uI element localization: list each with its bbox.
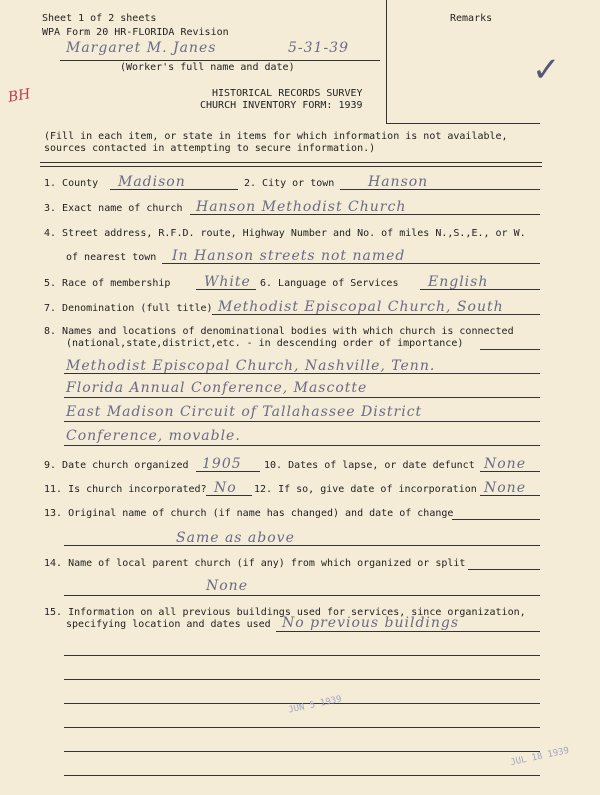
form-number: WPA Form 20 HR-FLORIDA Revision [42,27,229,38]
q10-label: 10. Dates of lapse, or date defunct [264,460,475,471]
q15-line-6 [64,775,540,776]
q5-answer: White [204,274,251,290]
separator-rule-1 [40,162,542,163]
q15-line-4 [64,727,540,728]
check-mark-icon: ✓ [532,50,562,90]
corner-date-stamp: JUL 18 1939 [509,745,570,769]
title-line-1: HISTORICAL RECORDS SURVEY [212,88,363,99]
q8-line-2 [64,397,540,398]
q1-answer: Madison [118,174,186,190]
red-initials-mark: BH [6,86,32,106]
instructions-line-1: (Fill in each item, or state in items for which information is not available, [44,131,508,142]
q11-answer: No [214,480,237,496]
worker-caption: (Worker's full name and date) [120,62,295,73]
q7-answer: Methodist Episcopal Church, South [218,299,504,315]
remarks-label: Remarks [450,13,493,24]
q10-line [480,471,540,472]
instructions-line-2: sources contacted in attempting to secure information.) [44,143,376,154]
q4-label-1: 4. Street address, R.F.D. route, Highway Number and No. of miles N.,S.,E., or W. [44,228,526,239]
q9-label: 9. Date church organized [44,460,189,471]
separator-rule-2 [40,166,542,167]
q13-line-1 [64,545,540,546]
q1-line [110,189,238,190]
title-line-2: CHURCH INVENTORY FORM: 1939 [200,100,363,111]
q10-answer: None [484,456,526,472]
q3-answer: Hanson Methodist Church [196,199,407,215]
q15-line-1 [64,655,540,656]
q15-answer: No previous buildings [282,615,460,631]
q14-line-1 [64,595,540,596]
q6-answer: English [428,274,489,290]
q4-label-2: of nearest town [66,252,157,263]
q15-line-0 [276,631,540,632]
q2-answer: Hanson [368,174,429,190]
sheet-number: Sheet 1 of 2 sheets [42,13,157,24]
q3-line [190,214,540,215]
q14-answer: None [206,578,248,594]
q7-label: 7. Denomination (full title) [44,303,213,314]
q15-label-1: 15. Information on all previous buildings used for services, since organization, [44,607,526,618]
q1-label: 1. County [44,178,99,189]
q8-line-3 [64,421,540,422]
q9-answer: 1905 [202,456,242,472]
q8-answer-1: Methodist Episcopal Church, Nashville, Tenn. [66,358,436,374]
q8-answer-3: East Madison Circuit of Tallahassee District [66,404,423,420]
q15-line-2 [64,679,540,680]
q15-label-2: specifying location and dates used [66,619,271,630]
q13-answer: Same as above [176,530,295,546]
q12-line [480,495,540,496]
q5-line [196,289,256,290]
q7-line [212,314,540,315]
q13-label: 13. Original name of church (if name has changed) and date of change [44,508,454,519]
q4-line [162,263,540,264]
q9-line [196,471,260,472]
q8-label-2: (national,state,district,etc. - in descending order of importance) [66,338,464,349]
q8-line-0 [480,349,540,350]
q14-label: 14. Name of local parent church (if any) from which organized or split [44,558,466,569]
q8-line-1 [64,373,540,374]
q12-label: 12. If so, give date of incorporation [254,484,477,495]
q11-label: 11. Is church incorporated? [44,484,207,495]
q2-line [340,189,540,190]
q2-label: 2. City or town [244,178,335,189]
q8-answer-4: Conference, movable. [66,428,241,444]
received-date-stamp: JUN 5 1939 [287,694,343,716]
worker-name-handwritten: Margaret M. Janes [66,40,217,56]
q5-label: 5. Race of membership [44,278,171,289]
q12-answer: None [484,480,526,496]
q6-line [420,289,540,290]
q8-line-4 [64,445,540,446]
q13-line-0 [452,519,540,520]
q14-line-0 [468,569,540,570]
q8-label-1: 8. Names and locations of denominational bodies with which church is connected [44,326,514,337]
remarks-divider [386,0,387,124]
remarks-bottom-line [386,123,540,124]
worker-date-handwritten: 5-31-39 [288,40,349,56]
q11-line [206,495,252,496]
q4-answer: In Hanson streets not named [172,248,406,264]
q8-answer-2: Florida Annual Conference, Mascotte [66,380,368,396]
q15-line-5 [64,751,540,752]
q6-label: 6. Language of Services [260,278,399,289]
q3-label: 3. Exact name of church [44,203,183,214]
worker-line [60,60,380,61]
